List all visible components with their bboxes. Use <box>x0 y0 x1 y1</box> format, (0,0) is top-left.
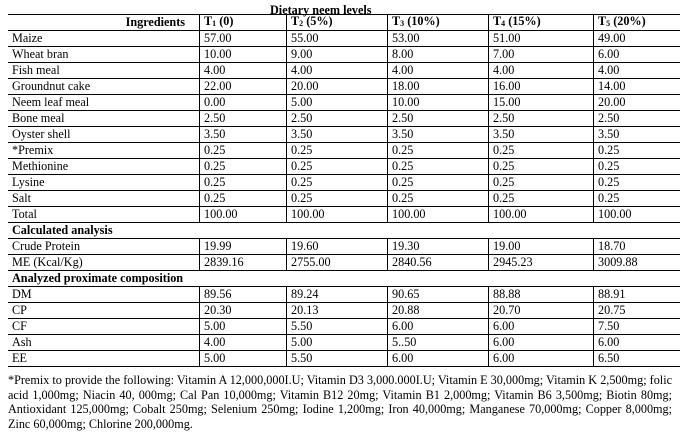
cell-value: 15.00 <box>489 95 594 111</box>
cell-value: 5.00 <box>287 95 388 111</box>
cell-value: 0.25 <box>287 159 388 175</box>
cell-value: 4.00 <box>489 63 594 79</box>
cell-value: 19.00 <box>489 239 594 255</box>
cell-value: 88.88 <box>489 287 594 303</box>
row-label: DM <box>8 287 200 303</box>
row-label: EE <box>8 351 200 367</box>
treatment-header: $T_5$ (20%) <box>594 15 680 31</box>
cell-value: 3.50 <box>388 127 489 143</box>
cell-value: 20.88 <box>388 303 489 319</box>
cell-value: 0.25 <box>594 175 680 191</box>
treatment-sub: 2 <box>299 19 304 28</box>
table-row <box>8 143 680 159</box>
cell-value: 14.00 <box>594 79 680 95</box>
cell-value: 0.25 <box>287 175 388 191</box>
row-label: Bone meal <box>8 111 200 127</box>
row-label: Total <box>8 207 200 223</box>
cell-value: 53.00 <box>388 31 489 47</box>
cell-value: 18.00 <box>388 79 489 95</box>
cell-value: 20.70 <box>489 303 594 319</box>
cell-value: 3.50 <box>287 127 388 143</box>
cell-value: 49.00 <box>594 31 680 47</box>
cell-value: 0.25 <box>200 143 287 159</box>
table-row <box>8 47 680 63</box>
row-label: CP <box>8 303 200 319</box>
cell-value: 20.00 <box>594 95 680 111</box>
table-row <box>8 127 680 143</box>
cell-value: 88.91 <box>594 287 680 303</box>
cell-value: 100.00 <box>594 207 680 223</box>
cell-value: 6.00 <box>489 335 594 351</box>
table-row <box>8 191 680 207</box>
row-label: Salt <box>8 191 200 207</box>
section-title: Analyzed proximate composition <box>8 271 680 287</box>
cell-value: 19.60 <box>287 239 388 255</box>
cell-value: 2839.16 <box>200 255 287 271</box>
row-label: Groundnut cake <box>8 79 200 95</box>
cell-value: 3.50 <box>200 127 287 143</box>
cell-value: 100.00 <box>489 207 594 223</box>
treatment-sub: 1 <box>212 19 217 28</box>
cell-value: 89.56 <box>200 287 287 303</box>
table-row <box>8 207 680 223</box>
cell-value: 55.00 <box>287 31 388 47</box>
table-row <box>8 175 680 191</box>
row-label: Fish meal <box>8 63 200 79</box>
treatment-header: $T_1$ (0) <box>200 15 287 31</box>
cell-value: 4.00 <box>388 63 489 79</box>
treatment-header: $T_4$ (15%) <box>489 15 594 31</box>
cell-value: 7.50 <box>594 319 680 335</box>
cell-value: 7.00 <box>489 47 594 63</box>
cell-value: 9.00 <box>287 47 388 63</box>
cell-value: 18.70 <box>594 239 680 255</box>
table-row <box>8 351 680 367</box>
cell-value: 5.00 <box>200 351 287 367</box>
row-label: CF <box>8 319 200 335</box>
treatment-header: $T_3$ (10%) <box>388 15 489 31</box>
row-label: Crude Protein <box>8 239 200 255</box>
footnote: *Premix to provide the following: Vitamin A 12,000,000I.U; Vitamin D3 3,000.000I.U; Vitamin E 30,000mg; Vitamin K 2,500mg; folic acid 1,000mg; Niacin 40, 000mg; Cal Pan 10,000mg; Vitamin B12 20mg; Vitamin B1 2,000mg; Vitamin B6 3,500mg; Biotin 80mg; Antioxidant 125,000mg; Cobalt 250mg; Selenium 250mg; Iodine 1,200mg; Iron 40,000mg; Manganese 70,000mg; Copper 8,000mg; Zinc 60,000mg; Chlorine 200,000mg. <box>8 373 672 431</box>
cell-value: 5.00 <box>287 335 388 351</box>
table-title: Dietary neem levels <box>270 3 372 17</box>
cell-value: 3.50 <box>489 127 594 143</box>
row-label: Neem leaf meal <box>8 95 200 111</box>
cell-value: 6.00 <box>594 335 680 351</box>
cell-value: 0.25 <box>489 175 594 191</box>
cell-value: 6.00 <box>388 351 489 367</box>
cell-value: 20.13 <box>287 303 388 319</box>
row-label: *Premix <box>8 143 200 159</box>
cell-value: 0.00 <box>200 95 287 111</box>
table-row <box>8 335 680 351</box>
cell-value: 5.00 <box>200 319 287 335</box>
cell-value: 10.00 <box>200 47 287 63</box>
table-row <box>8 239 680 255</box>
cell-value: 57.00 <box>200 31 287 47</box>
cell-value: 89.24 <box>287 287 388 303</box>
cell-value: 0.25 <box>489 159 594 175</box>
cell-value: 4.00 <box>200 335 287 351</box>
diet-table <box>8 14 680 367</box>
cell-value: 2.50 <box>489 111 594 127</box>
cell-value: 19.99 <box>200 239 287 255</box>
cell-value: 100.00 <box>200 207 287 223</box>
cell-value: 20.75 <box>594 303 680 319</box>
cell-value: 0.25 <box>287 191 388 207</box>
cell-value: 0.25 <box>489 191 594 207</box>
cell-value: 20.30 <box>200 303 287 319</box>
treatment-sub: 3 <box>400 19 405 28</box>
cell-value: 90.65 <box>388 287 489 303</box>
cell-value: 3009.88 <box>594 255 680 271</box>
table-row <box>8 63 680 79</box>
cell-value: 6.00 <box>388 319 489 335</box>
cell-value: 2945.23 <box>489 255 594 271</box>
cell-value: 6.00 <box>489 319 594 335</box>
cell-value: 0.25 <box>200 175 287 191</box>
row-label: Maize <box>8 31 200 47</box>
cell-value: 0.25 <box>594 159 680 175</box>
cell-value: 0.25 <box>388 143 489 159</box>
section-title: Calculated analysis <box>8 223 680 239</box>
cell-value: 0.25 <box>287 143 388 159</box>
cell-value: 0.25 <box>200 191 287 207</box>
row-label: ME (Kcal/Kg) <box>8 255 200 271</box>
cell-value: 6.50 <box>594 351 680 367</box>
cell-value: 0.25 <box>489 143 594 159</box>
cell-value: 0.25 <box>200 159 287 175</box>
cell-value: 5.50 <box>287 319 388 335</box>
table-row <box>8 303 680 319</box>
treatment-sub: 4 <box>501 19 506 28</box>
row-label: Ash <box>8 335 200 351</box>
treatment-sub: 5 <box>606 19 611 28</box>
cell-value: 2840.56 <box>388 255 489 271</box>
table-row <box>8 159 680 175</box>
cell-value: 3.50 <box>594 127 680 143</box>
cell-value: 22.00 <box>200 79 287 95</box>
section-row <box>8 223 680 239</box>
table-row <box>8 79 680 95</box>
cell-value: 5.50 <box>287 351 388 367</box>
cell-value: 6.00 <box>594 47 680 63</box>
table-row <box>8 255 680 271</box>
header-row <box>8 15 680 31</box>
section-row <box>8 271 680 287</box>
table-row <box>8 319 680 335</box>
row-label: Lysine <box>8 175 200 191</box>
cell-value: 100.00 <box>388 207 489 223</box>
cell-value: 4.00 <box>200 63 287 79</box>
cell-value: 2.50 <box>287 111 388 127</box>
cell-value: 10.00 <box>388 95 489 111</box>
cell-value: 6.00 <box>489 351 594 367</box>
table-row <box>8 31 680 47</box>
cell-value: 0.25 <box>388 159 489 175</box>
cell-value: 16.00 <box>489 79 594 95</box>
cell-value: 5..50 <box>388 335 489 351</box>
cell-value: 100.00 <box>287 207 388 223</box>
row-label: Wheat bran <box>8 47 200 63</box>
treatment-header: $T_2$ (5%) <box>287 15 388 31</box>
cell-value: 2.50 <box>388 111 489 127</box>
row-label: Methionine <box>8 159 200 175</box>
cell-value: 4.00 <box>287 63 388 79</box>
table-row <box>8 111 680 127</box>
cell-value: 20.00 <box>287 79 388 95</box>
cell-value: 19.30 <box>388 239 489 255</box>
cell-value: 51.00 <box>489 31 594 47</box>
cell-value: 8.00 <box>388 47 489 63</box>
table-row <box>8 95 680 111</box>
ingredients-header: Ingredients <box>8 15 200 31</box>
cell-value: 0.25 <box>594 143 680 159</box>
cell-value: 2755.00 <box>287 255 388 271</box>
cell-value: 0.25 <box>594 191 680 207</box>
cell-value: 4.00 <box>594 63 680 79</box>
cell-value: 2.50 <box>200 111 287 127</box>
cell-value: 0.25 <box>388 191 489 207</box>
cell-value: 0.25 <box>388 175 489 191</box>
cell-value: 2.50 <box>594 111 680 127</box>
table-row <box>8 287 680 303</box>
row-label: Oyster shell <box>8 127 200 143</box>
